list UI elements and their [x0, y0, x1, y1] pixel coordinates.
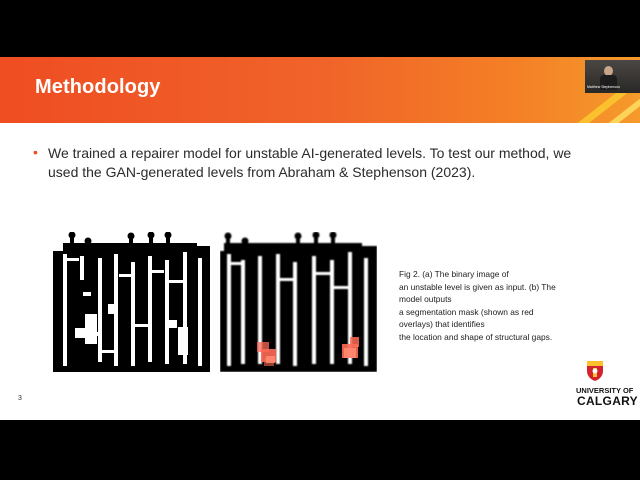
speaker-label: Matthew Stephenson — [587, 85, 620, 89]
figure-caption: Fig 2. (a) The binary image of an unstable level is given as input. (b) The model outputs a segmentation mask (shown as red overlays) that identifies the location and shape of structural gaps. — [399, 269, 556, 342]
bullet-text: We trained a repairer model for unstable AI-generated levels. To test our method, we used the GAN-generated levels from Abraham & Stephenson (2023). — [48, 145, 572, 180]
logo-line2: CALGARY — [577, 394, 638, 408]
binary-level-image — [53, 232, 210, 372]
bullet-dot-icon: • — [33, 144, 38, 160]
segmentation-mask-image — [220, 232, 377, 372]
crest-icon — [586, 360, 604, 382]
title-banner — [0, 57, 640, 123]
presentation-slide — [0, 57, 640, 420]
speaker-video-thumbnail[interactable] — [585, 60, 640, 93]
logo-line1: UNIVERSITY OF — [576, 386, 634, 395]
slide-title: Methodology — [35, 76, 161, 98]
page-number: 3 — [18, 395, 22, 402]
